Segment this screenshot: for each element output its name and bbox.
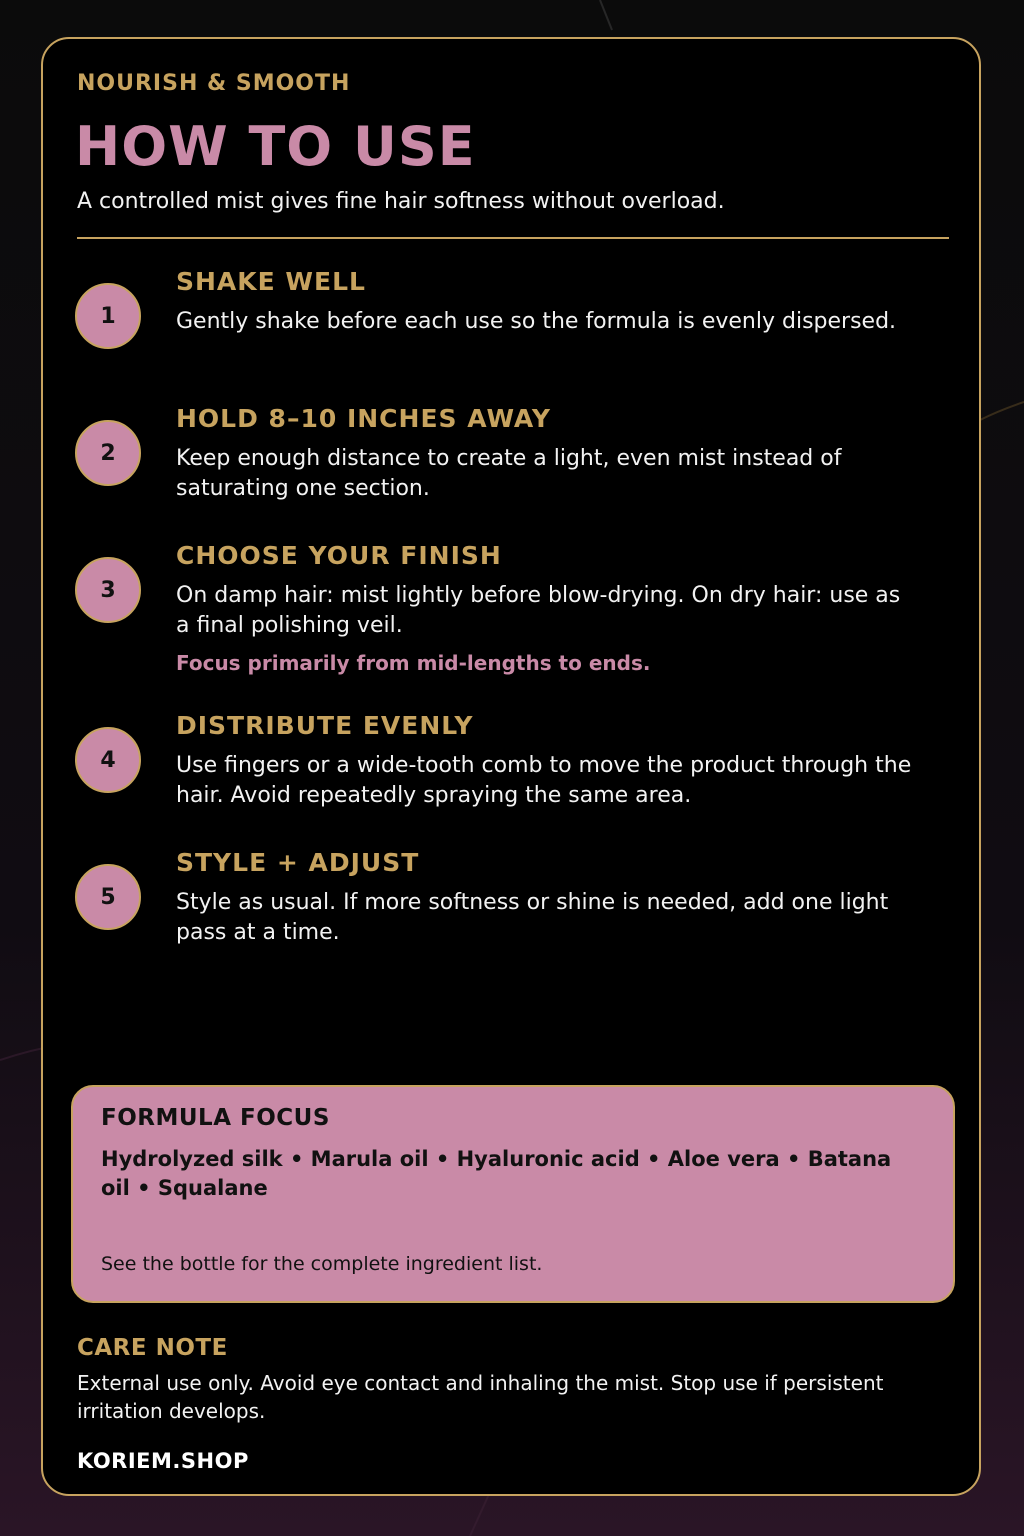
step-number-badge: 3 xyxy=(75,557,141,623)
step-note: Focus primarily from mid-lengths to ends. xyxy=(176,651,651,675)
step-title: STYLE + ADJUST xyxy=(176,848,420,877)
footer-site-link[interactable]: KORIEM.SHOP xyxy=(77,1449,249,1473)
formula-footnote: See the bottle for the complete ingredient list. xyxy=(101,1253,543,1275)
page-subtitle: A controlled mist gives fine hair softness without overload. xyxy=(77,189,725,214)
instructions-card xyxy=(41,37,981,1496)
step-description: Gently shake before each use so the formula is evenly dispersed. xyxy=(176,309,897,334)
step-description: On damp hair: mist lightly before blow-drying. On dry hair: use as a final polishing veil. xyxy=(176,583,901,638)
step-description: Use fingers or a wide-tooth comb to move the product through the hair. Avoid repeatedly spraying the same area. xyxy=(176,753,912,808)
step-number-badge: 4 xyxy=(75,727,141,793)
page-title: HOW TO USE xyxy=(75,115,476,178)
eyebrow-label: NOURISH & SMOOTH xyxy=(77,71,351,96)
step-number-badge: 1 xyxy=(75,283,141,349)
care-note-heading: CARE NOTE xyxy=(77,1335,228,1361)
step-title: DISTRIBUTE EVENLY xyxy=(176,711,474,740)
step-title: SHAKE WELL xyxy=(176,267,366,296)
formula-heading: FORMULA FOCUS xyxy=(101,1105,330,1131)
care-note-body: External use only. Avoid eye contact and inhaling the mist. Stop use if persistent irritation develops. xyxy=(77,1371,884,1423)
step-title: CHOOSE YOUR FINISH xyxy=(176,541,502,570)
step-description: Style as usual. If more softness or shine is needed, add one light pass at a time. xyxy=(176,890,889,945)
formula-ingredients: Hydrolyzed silk • Marula oil • Hyaluronic acid • Aloe vera • Batana oil • Squalane xyxy=(101,1147,892,1200)
step-title: HOLD 8–10 INCHES AWAY xyxy=(176,404,551,433)
step-description: Keep enough distance to create a light, even mist instead of saturating one section. xyxy=(176,446,842,501)
step-number-badge: 5 xyxy=(75,864,141,930)
header-divider xyxy=(77,237,949,239)
step-number-badge: 2 xyxy=(75,420,141,486)
formula-focus-box xyxy=(71,1085,955,1303)
